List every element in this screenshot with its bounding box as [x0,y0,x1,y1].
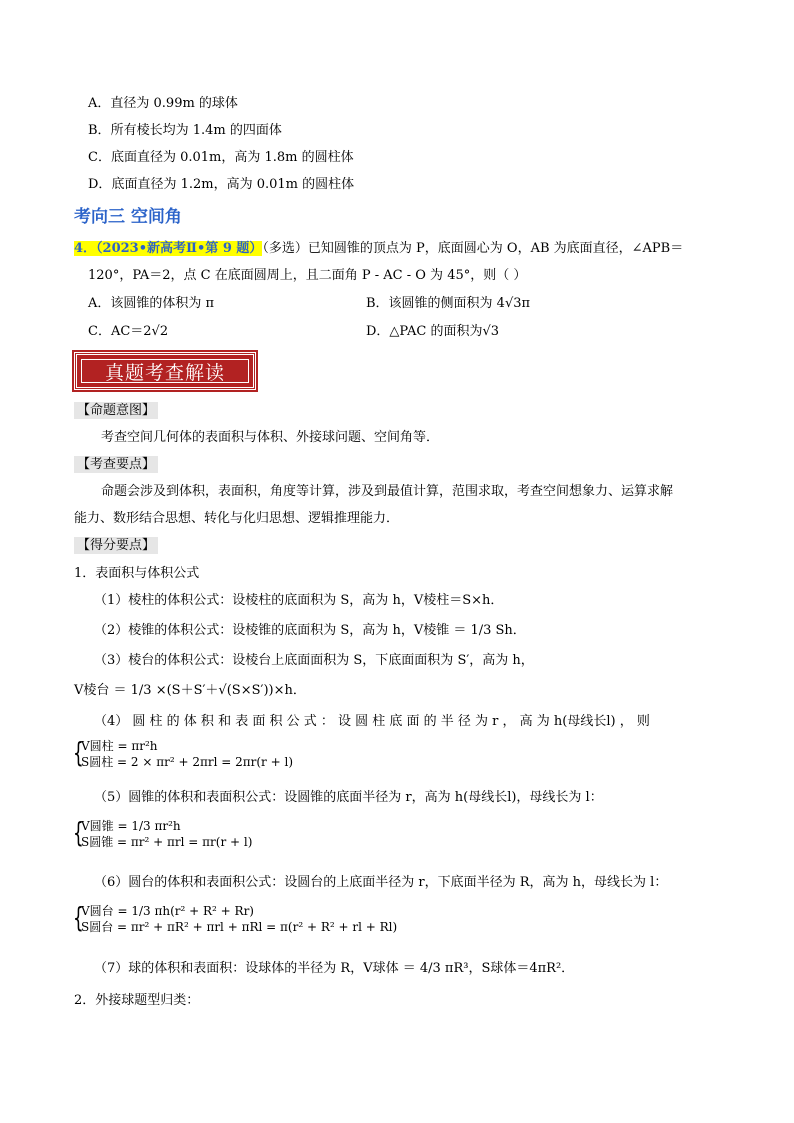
option-d-prev: D．底面直径为 1.2m，高为 0.01m 的圆柱体 [88,177,355,192]
question-line-1: 4．（2023•新高考Ⅱ•第 9 题）（多选）已知圆锥的顶点为 P，底面圆心为 O，AB 为底面直径，∠APB＝ [74,241,684,256]
option-a-prev: A．直径为 0.99m 的球体 [88,96,238,111]
question-source: （2023•新高考Ⅱ•第 9 题） [96,241,263,256]
formula-1: （1）棱柱的体积公式：设棱柱的底面积为 S，高为 h，V棱柱＝S×h． [94,593,504,608]
formula-5: （5）圆锥的体积和表面积公式：设圆锥的底面半径为 r，高为 h(母线长l)，母线长为 l： [94,790,603,805]
formula-4-system: { V圆柱 = πr²h S圆柱 = 2 × πr² + 2πrl = 2πr(r + l) [73,736,293,769]
question-option-d: D．△PAC 的面积为√3 [366,324,499,339]
intent-label: 【命题意图】 [74,402,158,420]
points-label: 【考查要点】 [74,456,158,474]
question-number: 4． [74,241,97,256]
formula-6: （6）圆台的体积和表面积公式：设圆台的上底面半径为 r，下底面半径为 R，高为 h，母线长为 l： [94,875,668,890]
points-text-2: 能力、数形结合思想、转化与化归思想、逻辑推理能力． [74,511,400,526]
formula-3a: （3）棱台的体积公式：设棱台上底面面积为 S，下底面面积为 S′，高为 h， [94,653,534,668]
formula-4: （4） 圆 柱 的 体 积 和 表 面 积 公 式 ： 设 圆 柱 底 面 的 半 径 为 r ， 高 为 h(母线长l) ， 则 [94,714,650,729]
formula-7: （7）球的体积和表面积：设球体的半径为 R，V球体 ＝ 4/3 πR³，S球体＝4πR²． [94,961,575,976]
formula-5-system: { V圆锥 = 1/3 πr²h S圆锥 = πr² + πrl = πr(r + l) [73,816,253,849]
question-option-b: B．该圆锥的侧面积为 4√3π [366,296,531,311]
scoring-label: 【得分要点】 [74,537,158,555]
section-banner [74,352,256,390]
formula-6-system: { V圆台 = 1/3 πh(r² + R² + Rr) S圆台 = πr² + πR² + πrl + πRl = π(r² + R² + rl + Rl) [73,901,398,934]
intent-text: 考查空间几何体的表面积与体积、外接球问题、空间角等． [101,430,440,445]
formula-3b: V棱台 ＝ 1/3 ×(S＋S′＋√(S×S′))×h． [74,683,306,698]
banner-title: 真题考查解读 [81,359,249,383]
formula-2: （2）棱锥的体积公式：设棱锥的底面积为 S，高为 h，V棱锥 ＝ 1/3 Sh． [94,623,526,638]
question-line-2: 120°，PA＝2，点 C 在底面圆周上，且二面角 P - AC - O 为 45°，则（ ） [88,268,527,283]
question-option-c: C．AC＝2√2 [88,324,169,339]
points-text-1: 命题会涉及到体积，表面积，角度等计算，涉及到最值计算，范围求取，考查空间想象力、运算求解 [101,484,674,499]
section-title: 考向三 空间角 [74,207,182,227]
heading-formulas: 1．表面积与体积公式 [74,566,200,581]
question-option-a: A．该圆锥的体积为 π [88,296,215,311]
heading-circumscribed-sphere: 2．外接球题型归类： [74,993,200,1008]
option-b-prev: B．所有棱长均为 1.4m 的四面体 [88,123,282,138]
option-c-prev: C．底面直径为 0.01m，高为 1.8m 的圆柱体 [88,150,354,165]
